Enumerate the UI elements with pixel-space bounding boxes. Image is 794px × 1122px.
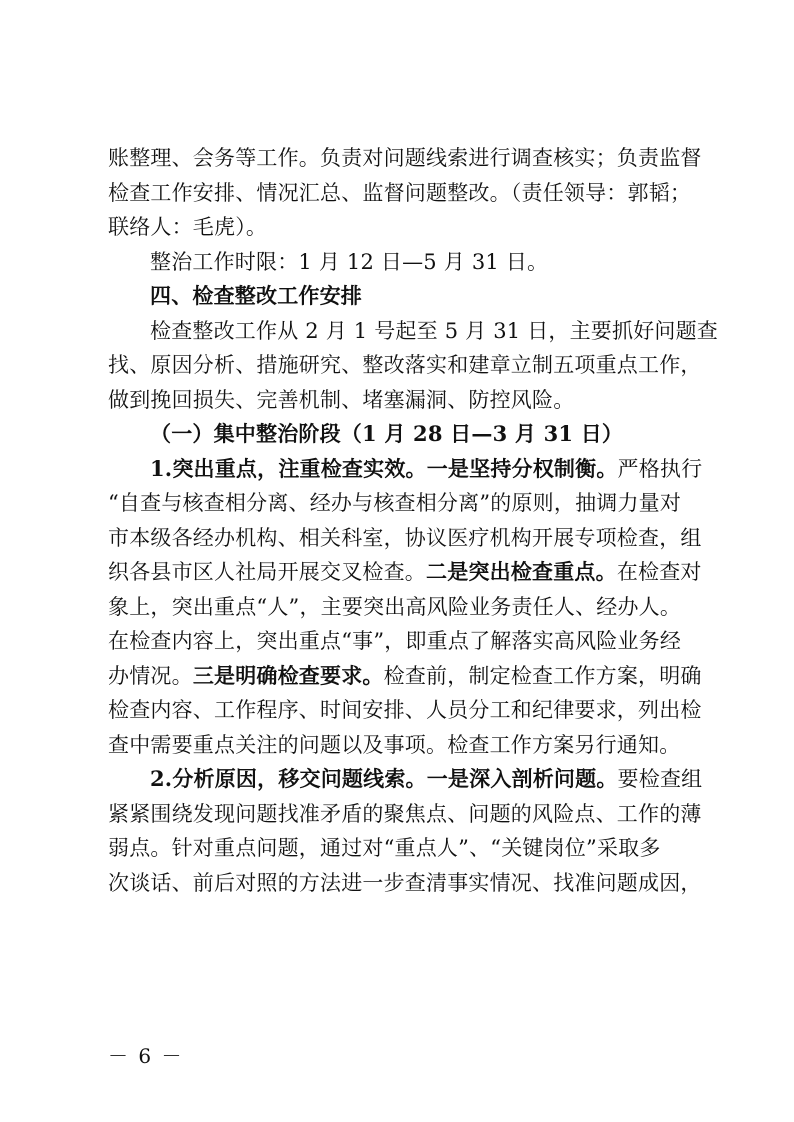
paragraph-1-line-4 xyxy=(108,555,702,590)
text-fragment: 办情况。 xyxy=(108,663,193,688)
text-fragment: 严格执行 xyxy=(617,456,703,481)
paragraph-1-point-2: 二是突出检查重点。 xyxy=(426,559,617,584)
paragraph-2-line-3: 弱点。针对重点问题，通过对“重点人”、“关键岗位”采取多 xyxy=(108,836,661,860)
text-fragment: 在检查对 xyxy=(616,560,702,584)
paragraph-1-line-2: “自查与核查相分离、经办与核查相分离”的原则，抽调力量对 xyxy=(108,491,682,515)
deadline-line: 整治工作时限：1 月 12 日—5 月 31 日。 xyxy=(150,249,549,274)
paragraph-2-title: 2.分析原因，移交问题线索。 xyxy=(150,766,427,791)
text-fragment: 检查前，制定检查工作方案，明确 xyxy=(383,663,702,688)
paragraph-1-point-3: 三是明确检查要求。 xyxy=(192,662,384,688)
paragraph-2-line-2: 紧紧围绕发现问题找准矛盾的聚焦点、问题的风险点、工作的薄 xyxy=(108,801,702,826)
text-fragment: 织各县市区人社局开展交叉检查。 xyxy=(108,560,426,584)
paragraph-1-line-9: 查中需要重点关注的问题以及事项。检查工作方案另行通知。 xyxy=(108,732,681,757)
paragraph-1-title: 1.突出重点，注重检查实效。 xyxy=(150,455,427,481)
subsection-heading-1: （一）集中整治阶段（1 月 28 日—3 月 31 日） xyxy=(150,421,624,446)
paragraph-2-point-1: 一是深入剖析问题。 xyxy=(426,766,618,791)
text-line: 找、原因分析、措施研究、整改落实和建章立制五项重点工作， xyxy=(108,353,702,377)
page-number: － 6 － xyxy=(108,1044,184,1068)
paragraph-1-line-5: 象上，突出重点“人”，主要突出高风险业务责任人、经办人。 xyxy=(108,594,682,619)
paragraph-1-line-3: 市本级各经办机构、相关科室，协议医疗机构开展专项检查，组 xyxy=(108,525,702,550)
paragraph-2-line-1 xyxy=(108,762,703,797)
paragraph-2-line-4: 次谈话、前后对照的方法进一步查清事实情况、找准问题成因， xyxy=(108,870,702,895)
text-line: 检查工作安排、情况汇总、监督问题整改。（责任领导：郭韬； xyxy=(108,180,692,205)
text-line: 检查整改工作从 2 月 1 号起至 5 月 31 日，主要抓好问题查 xyxy=(150,318,719,343)
paragraph-1-line-8: 检查内容、工作程序、时间安排、人员分工和纪律要求，列出检 xyxy=(108,698,702,722)
paragraph-1-line-6: 在检查内容上，突出重点“事”，即重点了解落实高风险业务经 xyxy=(108,629,682,653)
text-line: 做到挽回损失、完善机制、堵塞漏洞、防控风险。 xyxy=(108,387,575,412)
text-fragment: 要检查组 xyxy=(617,767,703,791)
paragraph-1-line-7 xyxy=(108,659,702,694)
text-line: 账整理、会务等工作。负责对问题线索进行调查核实；负责监督 xyxy=(108,146,702,170)
paragraph-1-point-1: 一是坚持分权制衡。 xyxy=(426,455,618,481)
section-heading-4: 四、检查整改工作安排 xyxy=(150,283,362,308)
paragraph-1-line-1 xyxy=(108,452,703,487)
text-line: 联络人：毛虎）。 xyxy=(108,215,268,239)
body-text xyxy=(108,141,719,900)
